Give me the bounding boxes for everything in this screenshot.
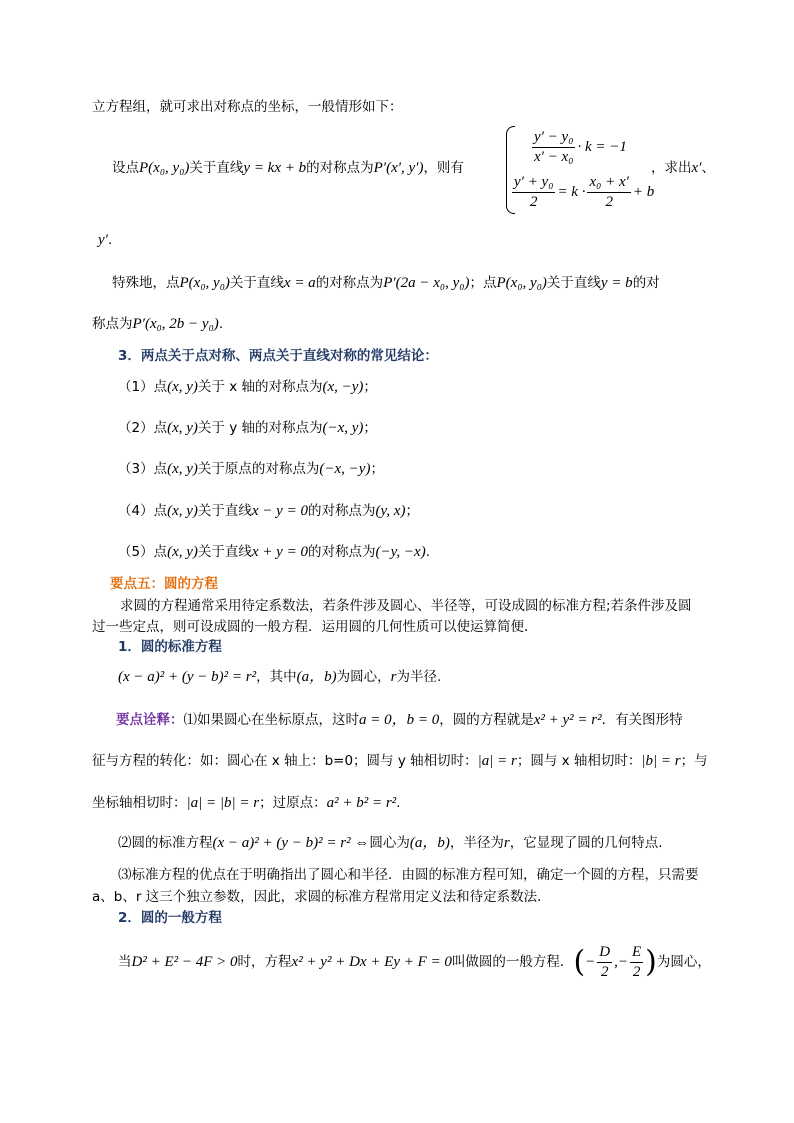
- text: 为圆心，: [336, 669, 391, 685]
- paragraph-line: a、b、r 这三个独立参数，因此，求圆的标准方程常用定义法和待定系数法．: [92, 889, 551, 905]
- fraction-numerator: y′ − y₀: [532, 130, 575, 148]
- paragraph-line: [92, 754, 708, 769]
- paragraph-line: [92, 317, 223, 332]
- math: x² + y² = r²: [533, 712, 602, 728]
- paragraph-line: [116, 713, 683, 728]
- fraction-numerator: x₀ + x′: [587, 175, 630, 193]
- text: 圆心为: [369, 835, 410, 851]
- text: 坐标轴相切时：: [92, 795, 187, 811]
- math: (x, y): [167, 503, 198, 519]
- math: (x, y): [167, 461, 198, 477]
- text: 关于直线: [197, 503, 252, 519]
- subsection-heading: 2．圆的一般方程: [118, 910, 222, 926]
- subsection-heading: 1．圆的标准方程: [118, 639, 222, 655]
- paragraph-line: 求圆的方程通常采用待定系数法，若条件涉及圆心、半径等，可设成圆的标准方程;若条件涉及圆: [120, 598, 692, 614]
- math: P(x₀, y₀): [496, 275, 547, 291]
- math: D² + E² − 4F > 0: [131, 953, 238, 970]
- paragraph-line: 过一些定点，则可设成圆的一般方程．运用圆的几何性质可以使运算简便．: [92, 619, 538, 635]
- math: P′(x₀, 2b − y₀): [132, 316, 219, 332]
- text: 叫做圆的一般方程．: [451, 953, 574, 970]
- math: + b: [632, 183, 655, 200]
- math: (−x, −y): [319, 461, 371, 477]
- math: (x − a)² + (y − b)² = r² ⇔: [212, 835, 370, 851]
- fraction-denominator: x′ − x₀: [534, 149, 574, 165]
- math: x − y = 0: [251, 503, 308, 519]
- math: P(x₀, y₀): [139, 160, 190, 176]
- text: 的对称点为: [307, 544, 376, 560]
- math: (a，b): [296, 669, 337, 685]
- text: ⑴如果圆心在坐标原点，这时: [183, 712, 359, 728]
- text: 为圆心，: [656, 953, 711, 970]
- section-heading: 3．两点关于点对称、两点关于直线对称的常见结论：: [118, 348, 438, 364]
- section-title: 要点五：圆的方程: [110, 576, 218, 592]
- math: a = 0，b = 0: [359, 712, 440, 728]
- math: |a| = r: [477, 753, 517, 769]
- text: ，求出: [651, 160, 692, 176]
- math: y = b: [600, 275, 633, 291]
- text: ，其中: [256, 669, 297, 685]
- math: (y, x): [375, 503, 406, 519]
- fraction-numerator: y′ + y₀: [512, 175, 555, 193]
- text: ⑵圆的标准方程: [118, 835, 213, 851]
- text: 设点: [112, 160, 139, 176]
- text: 关于原点的对称点为: [197, 461, 320, 477]
- paragraph-line: [651, 161, 715, 176]
- text: ；: [370, 461, 384, 477]
- text: （2）点: [118, 420, 168, 436]
- text: 的对称点为: [306, 160, 374, 176]
- text: 关于直线: [197, 544, 252, 560]
- paragraph-line: [118, 836, 663, 851]
- text: 当: [118, 953, 132, 970]
- math: P′(x′, y′): [373, 160, 424, 176]
- math: (x, y): [167, 379, 198, 395]
- math: a² + b² = r²: [326, 795, 397, 811]
- text: .: [425, 544, 430, 560]
- text: ；: [363, 379, 377, 395]
- text: ；: [405, 503, 419, 519]
- note-label: 要点诠释：: [116, 712, 184, 728]
- math: |b| = r: [641, 753, 681, 769]
- math: (x − a)² + (y − b)² = r²: [118, 669, 257, 685]
- text: ，它显现了圆的几何特点.: [509, 835, 663, 851]
- text: （1）点: [118, 379, 168, 395]
- math: (−y, −x): [375, 544, 426, 560]
- text: 时，方程: [237, 953, 292, 970]
- list-item: [118, 504, 419, 519]
- list-item: [118, 421, 377, 436]
- text: ，则有: [423, 160, 464, 176]
- math: (x, y): [167, 544, 198, 560]
- list-item: [118, 380, 377, 395]
- text: 关于 y 轴的对称点为: [197, 420, 323, 436]
- text: ．有关图形特: [601, 712, 683, 728]
- math: x′: [691, 160, 702, 176]
- math: y′: [98, 232, 108, 248]
- text: 关于直线: [229, 275, 284, 291]
- standard-equation-line: [118, 670, 441, 685]
- fraction-denominator: 2: [605, 194, 613, 210]
- system-equation-1: [530, 130, 627, 165]
- math: x + y = 0: [251, 544, 308, 560]
- text: 称点为: [92, 316, 133, 332]
- math: (a，b): [409, 835, 450, 851]
- text: 关于直线: [546, 275, 601, 291]
- paragraph-line: ⑶标准方程的优点在于明确指出了圆心和半径．由圆的标准方程可知，确定一个圆的方程，只需要: [118, 867, 699, 883]
- text: 关于 x 轴的对称点为: [197, 379, 323, 395]
- text: .: [396, 795, 401, 811]
- text: ；与: [680, 753, 708, 769]
- text: 特殊地，点: [112, 275, 180, 291]
- math: r: [503, 835, 510, 851]
- text: ；圆与 x 轴相切时：: [516, 753, 642, 769]
- text: （3）点: [118, 461, 168, 477]
- fraction-denominator: 2: [632, 964, 641, 980]
- paragraph-line: [112, 161, 464, 176]
- text: （4）点: [118, 503, 168, 519]
- math: x² + y² + Dx + Ey + F = 0: [291, 953, 452, 970]
- math: x = a: [283, 275, 316, 291]
- math: y = kx + b: [243, 160, 307, 176]
- fraction-numerator: E: [630, 945, 643, 963]
- center-coordinates: (− $\frac{D}{2}$ ,− $\frac{E}{2}$ ): [573, 944, 657, 980]
- text: 为半径.: [396, 669, 442, 685]
- math: (x, y): [167, 420, 198, 436]
- math: r: [390, 669, 397, 685]
- math: · k = −1: [577, 138, 627, 155]
- math: P(x₀, y₀): [179, 275, 230, 291]
- text: ；点: [469, 275, 497, 291]
- math: = k ·: [557, 183, 586, 200]
- text: 关于直线: [189, 160, 244, 176]
- text: 征与方程的转化：如：圆心在 x 轴上：b=0；圆与 y 轴相切时：: [92, 753, 478, 769]
- text: （5）点: [118, 544, 168, 560]
- text: 、: [701, 160, 715, 176]
- paragraph-line: 立方程组，就可求出对称点的坐标，一般情形如下：: [92, 99, 403, 115]
- text: ，半径为: [449, 835, 504, 851]
- text: 的对称点为: [315, 275, 384, 291]
- text: 的对: [632, 275, 660, 291]
- fraction-numerator: D: [597, 945, 612, 963]
- text: .: [107, 232, 113, 248]
- list-item: [118, 462, 384, 477]
- text: .: [218, 316, 224, 332]
- list-item: [118, 545, 430, 560]
- math: |a| = |b| = r: [186, 795, 260, 811]
- paragraph-line: [112, 276, 660, 291]
- paragraph-line: [92, 796, 400, 811]
- text: ，圆的方程就是: [439, 712, 534, 728]
- text: ；: [363, 420, 377, 436]
- paragraph-line: [98, 233, 112, 248]
- fraction-denominator: 2: [600, 964, 609, 980]
- general-equation-line: [118, 945, 711, 980]
- math: P′(2a − x₀, y₀): [383, 275, 470, 291]
- math: (−x, y): [322, 420, 364, 436]
- text: ；过原点：: [259, 795, 327, 811]
- fraction-denominator: 2: [529, 194, 538, 210]
- text: 的对称点为: [307, 503, 376, 519]
- system-equation-2: [510, 175, 654, 210]
- math: (x, −y): [322, 379, 364, 395]
